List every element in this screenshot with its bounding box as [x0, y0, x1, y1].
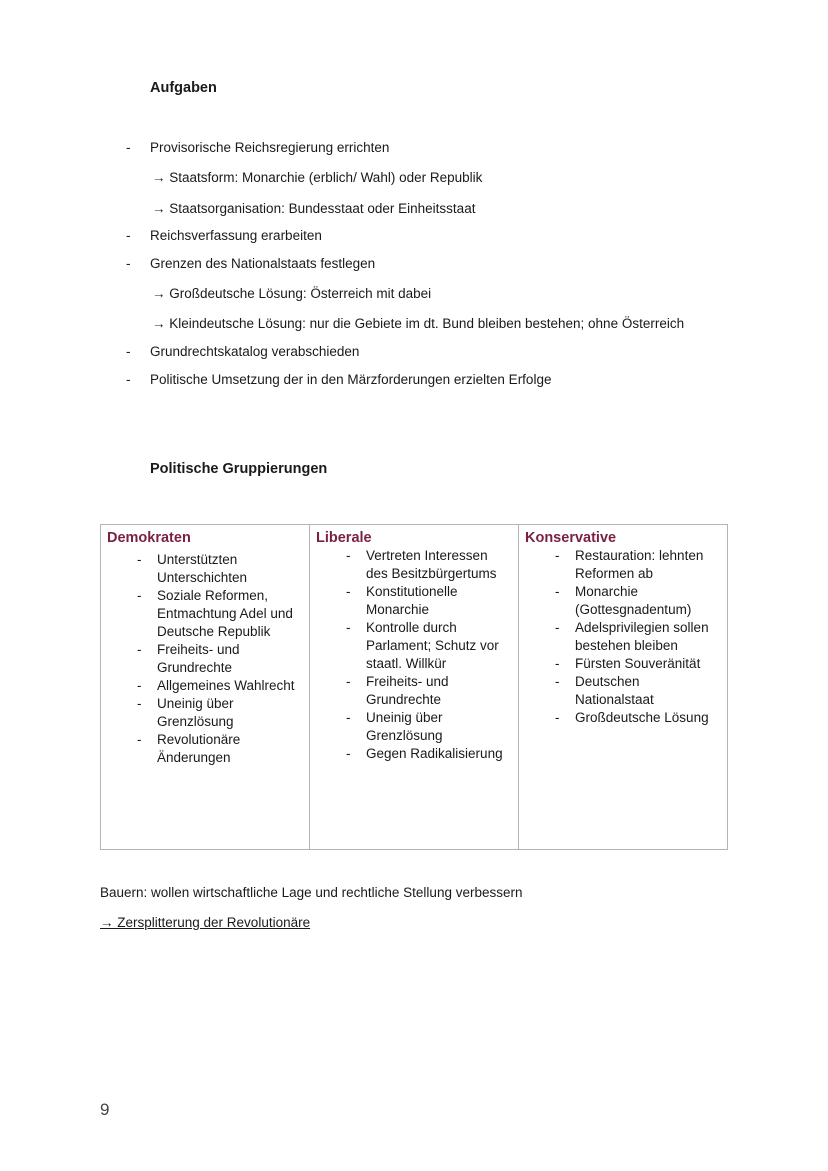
task-subitem: → Kleindeutsche Lösung: nur die Gebiete im dt. Bund bleiben bestehen; ohne Österreich [152, 316, 685, 331]
list-item: - Restauration: lehnten Reformen ab [555, 547, 721, 583]
column-liberals [310, 525, 519, 850]
bullet-dash: - [126, 228, 131, 243]
list-item: - Kontrolle durch Parlament; Schutz vor staatl. Willkür [346, 619, 512, 673]
list-item: - Uneinig über Grenzlösung [346, 709, 512, 745]
list-item: - Deutschen Nationalstaat [555, 673, 721, 709]
column-conservatives [519, 525, 728, 850]
groups-table [100, 524, 728, 850]
tasks-heading: Aufgaben [150, 80, 217, 96]
list-item: - Konstitutionelle Monarchie [346, 583, 512, 619]
list-item: - Monarchie (Gottesgnadentum) [555, 583, 721, 619]
bullet-dash: - [126, 140, 131, 155]
list-item: - Soziale Reformen, Entmachtung Adel und Deutsche Republik [137, 587, 303, 641]
task-subitem: → Staatsform: Monarchie (erblich/ Wahl) oder Republik [152, 170, 483, 185]
list-item: - Großdeutsche Lösung [555, 709, 721, 727]
conclusion-note: → Zersplitterung der Revolutionäre [100, 915, 311, 930]
column-list [107, 551, 303, 767]
column-title: Konservative [525, 530, 617, 546]
list-item: - Gegen Radikalisierung [346, 745, 512, 763]
list-item: - Fürsten Souveränität [555, 655, 721, 673]
task-item: Politische Umsetzung der in den Märzforderungen erzielten Erfolge [150, 372, 552, 387]
list-item: - Uneinig über Grenzlösung [137, 695, 303, 731]
task-item: Provisorische Reichsregierung errichten [150, 140, 390, 155]
bullet-dash: - [126, 372, 131, 387]
list-item: - Vertreten Interessen des Besitzbürgertums [346, 547, 512, 583]
task-subitem: → Staatsorganisation: Bundesstaat oder Einheitsstaat [152, 201, 476, 216]
bullet-dash: - [126, 344, 131, 359]
list-item: - Unterstützten Unterschichten [137, 551, 303, 587]
task-item: Grenzen des Nationalstaats festlegen [150, 256, 376, 271]
column-title: Demokraten [107, 530, 191, 546]
list-item: - Allgemeines Wahlrecht [137, 677, 303, 695]
list-item: - Adelsprivilegien sollen bestehen bleiben [555, 619, 721, 655]
task-subitem: → Großdeutsche Lösung: Österreich mit dabei [152, 286, 432, 301]
column-democrats [101, 525, 310, 850]
list-item: - Revolutionäre Änderungen [137, 731, 303, 767]
task-item: Grundrechtskatalog verabschieden [150, 344, 360, 359]
column-title: Liberale [316, 530, 372, 546]
page-number: 9 [100, 1100, 110, 1119]
list-item: - Freiheits- und Grundrechte [137, 641, 303, 677]
task-item: Reichsverfassung erarbeiten [150, 228, 322, 243]
column-list [525, 547, 721, 727]
groups-heading: Politische Gruppierungen [150, 461, 328, 477]
column-list [316, 547, 512, 763]
farmers-note: Bauern: wollen wirtschaftliche Lage und rechtliche Stellung verbessern [100, 885, 523, 900]
list-item: - Freiheits- und Grundrechte [346, 673, 512, 709]
bullet-dash: - [126, 256, 131, 271]
